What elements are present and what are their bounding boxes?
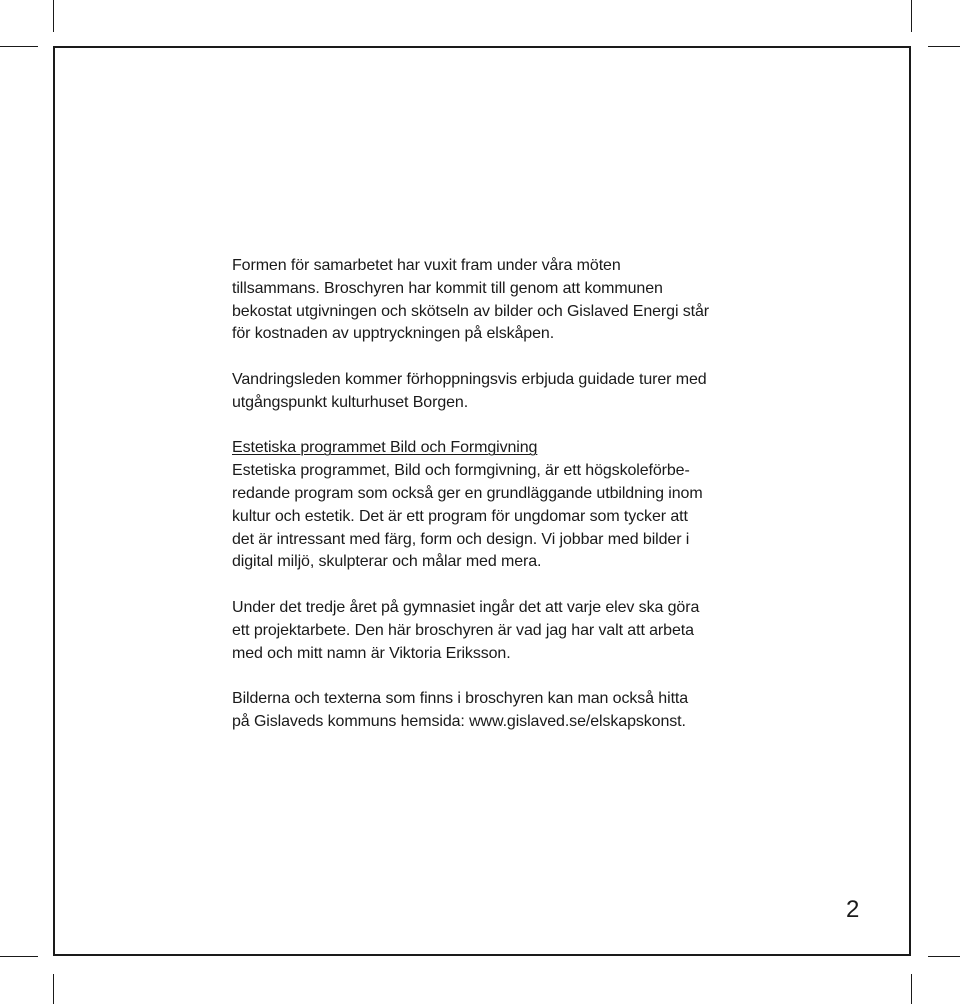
body-text bbox=[232, 255, 752, 757]
crop-mark-top-left-vertical bbox=[53, 0, 54, 32]
paragraph-trail: Vandringsleden kommer förhoppningsvis erbjuda guidade turer med utgångspunkt kulturhuset Borgen. bbox=[232, 370, 707, 411]
crop-mark-bottom-left-horizontal bbox=[0, 956, 38, 957]
section-estetiska bbox=[232, 437, 752, 574]
paragraph-program: Estetiska programmet, Bild och formgivning, är ett högskoleförbe- redande program som också ger en grundläggande utbildning inom kultur och estetik. Det är ett program för ungdomar som tycker att det är intressant med färg, form och design. Vi jobbar med bilder i digital miljö, skulpterar och målar med mera. bbox=[232, 462, 703, 571]
crop-mark-top-left-horizontal bbox=[0, 46, 38, 47]
crop-mark-bottom-right-horizontal bbox=[928, 956, 960, 957]
crop-mark-top-right-vertical bbox=[911, 0, 912, 32]
paragraph-collaboration: Formen för samarbetet har vuxit fram under våra möten tillsammans. Broschyren har kommit till genom att kommunen bekostat utgivningen och skötseln av bilder och Gislaved Energi står för kostnaden av upptryckningen på elskåpen. bbox=[232, 257, 710, 343]
section-heading: Estetiska programmet Bild och Formgivning bbox=[232, 439, 538, 457]
paragraph-website: Bilderna och texterna som finns i broschyren kan man också hitta på Gislaveds kommuns hemsida: www.gislaved.se/elskapskonst. bbox=[232, 690, 689, 730]
crop-mark-bottom-left-vertical bbox=[53, 974, 54, 1004]
paragraph-project: Under det tredje året på gymnasiet ingår det att varje elev ska göra ett projektarbete. Den här broschyren är vad jag har valt att arbeta med och mitt namn är Viktoria Eriksson. bbox=[232, 598, 700, 662]
crop-mark-top-right-horizontal bbox=[928, 46, 960, 47]
crop-mark-bottom-right-vertical bbox=[911, 974, 912, 1004]
page-number: 2 bbox=[846, 896, 860, 923]
